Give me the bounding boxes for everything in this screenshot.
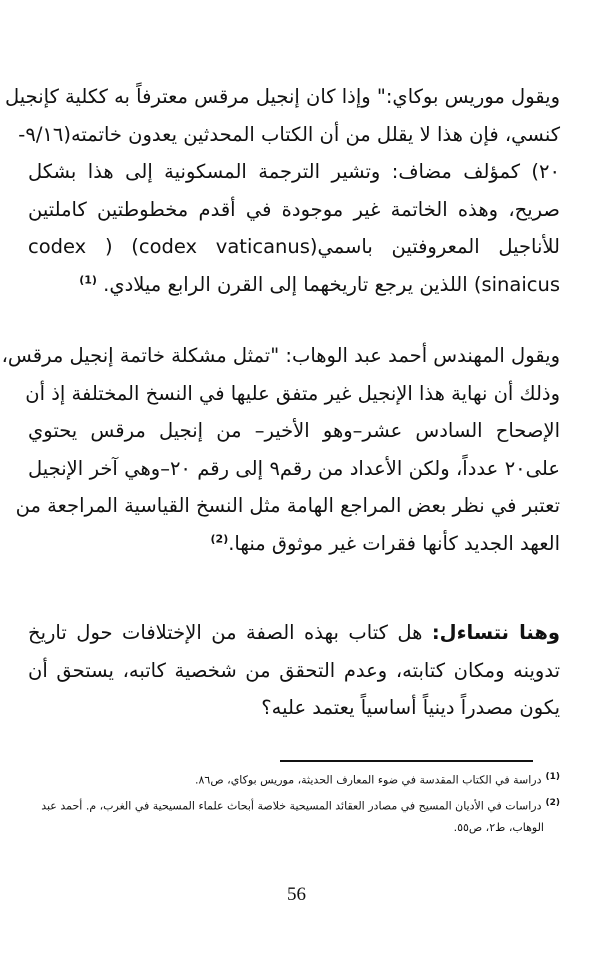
paragraph-bucaille-quote [4, 78, 560, 304]
text-line-last [28, 525, 560, 563]
footnote-1 [30, 766, 560, 792]
text-line: كنسي، فإن هذا لا يقلل من أن الكتاب المحدثين يعدون خاتمته(٩/١٦- [18, 122, 560, 146]
footnote-text: دراسات في الأديان المسيح في مصادر العقائد المسيحية خلاصة أبحاث علماء المسيحية في الغرب، م. أحمد عبد [41, 799, 542, 813]
text-line-first [28, 614, 560, 652]
footnote-ref-1[interactable]: (1) [79, 273, 97, 287]
text-line: العهد الجديد كأنها فقرات غير موثوق منها. [228, 531, 560, 555]
text-line: وذلك أن نهاية هذا الإنجيل غير متفق عليها في النسخ المختلفة إذ أن [25, 381, 560, 405]
page-number: 56 [287, 884, 306, 905]
text-line: الإصحاح السادس عشر–وهو الأخير– من إنجيل مرقس يحتوي [28, 419, 560, 443]
text-line: ويقول موريس بوكاي:" وإذا كان إنجيل مرقس معترفاً به ككلية كإنجيل [4, 85, 560, 108]
text-line: ٢٠) كمؤلف مضاف: وتشير الترجمة المسكونية إلى هذا بشكل [28, 160, 560, 184]
paragraph-abdelwahab-quote [1, 337, 560, 563]
text-line: هل كتاب بهذه الصفة من الإختلافات حول تاريخ [28, 621, 423, 644]
paragraph-question [28, 614, 560, 727]
footnote-text: دراسة في الكتاب المقدسة في ضوء المعارف الحديثة، موريس بوكاي، ص٨٦. [195, 773, 542, 787]
text-line: على٢٠ عدداً، ولكن الأعداد من رقم٩ إلى رقم ٢٠–وهي آخر الإنجيل [28, 456, 560, 480]
text-line: تدوينه ومكان كتابته، وعدم التحقق من شخصية كاتبه، يستحق أن [28, 658, 560, 682]
text-line: تعتبر في نظر بعض المراجع الهامة مثل النسخ القياسية المراجعة من [15, 494, 560, 518]
footnote-2-continued: الوهاب، ط٢، ص٥٥. [453, 821, 544, 835]
question-lead: وهنا نتساءل: [431, 621, 560, 644]
footnote-2 [30, 792, 560, 818]
text-line: صريح، وهذه الخاتمة غير موجودة في أقدم مخطوطتين كاملتين [28, 197, 560, 221]
footnote-number: (1) [545, 772, 560, 782]
footnote-ref-2[interactable]: (2) [210, 532, 229, 546]
text-line: يكون مصدراً دينياً أساسياً يعتمد عليه؟ [261, 696, 560, 720]
footnote-number: (2) [545, 797, 560, 808]
text-line: ويقول المهندس أحمد عبد الوهاب: "تمثل مشكلة خاتمة إنجيل مرقس، [1, 344, 560, 367]
footnote-divider [280, 760, 533, 762]
footnotes [30, 766, 560, 839]
text-line-last [28, 266, 560, 304]
text-line: sinaicus) اللذين يرجع تاريخهما إلى القرن الرابع ميلادي. [103, 272, 560, 296]
text-line: للأناجيل المعروفتين باسمي(codex vaticanus) ( codex [28, 235, 560, 259]
